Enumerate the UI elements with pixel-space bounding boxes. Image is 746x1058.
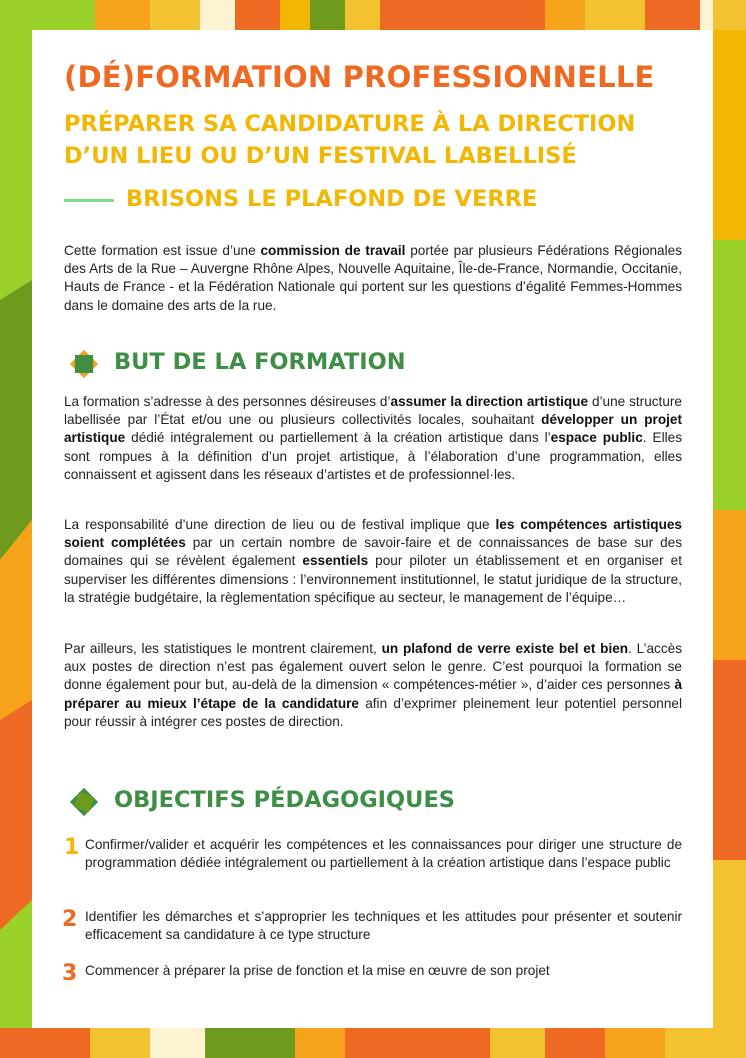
tagline-rule	[64, 199, 114, 202]
tagline: BRISONS LE PLAFOND DE VERRE	[126, 186, 538, 212]
number-1-badge	[62, 834, 82, 858]
but-paragraph-3: Par ailleurs, les statistiques le montrent clairement, un plafond de verre existe bel et bien. L’accès aux postes de direction n’est pas également ouvert selon le genre. C’est pourquoi la formation se donne également pour but, au-delà de la dimension « compétences-métier », d’aider ces personnes à préparer au mieux l’étape de la candidature afin d’exprimer pleinement leur potentiel personnel pour réussir à intégrer ces postes de direction.	[64, 641, 682, 729]
diamond-icon	[68, 786, 100, 818]
objective-text: Confirmer/valider et acquérir les compétences et les connaissances pour diriger une structure de programmation dédiée intégralement ou partiellement à la création artistique dans l’espace public	[85, 837, 682, 871]
number-2-badge	[62, 906, 82, 930]
svg-text:3: 3	[62, 961, 78, 984]
page-subtitle	[64, 108, 635, 172]
number-3-badge	[62, 960, 82, 984]
svg-text:2: 2	[62, 907, 78, 930]
intro-paragraph: Cette formation est issue d’une commission de travail portée par plusieurs Fédérations Régionales des Arts de la Rue – Auvergne Rhône Alpes, Nouvelle Aquitaine, Île-de-France, Normandie, Occitanie, Hauts de France - et la Fédération Nationale qui portent sur les questions d’égalité Femmes-Hommes dans le domaine des arts de la rue.	[64, 243, 682, 313]
page-title: (DÉ)FORMATION PROFESSIONNELLE	[64, 60, 655, 94]
objective-text: Commencer à préparer la prise de fonction et la mise en œuvre de son projet	[85, 963, 550, 978]
subtitle-line-2: D’UN LIEU OU D’UN FESTIVAL LABELLISÉ	[64, 143, 577, 169]
section-but-title: BUT DE LA FORMATION	[114, 349, 406, 375]
section-obj-title: OBJECTIFS PÉDAGOGIQUES	[114, 787, 456, 813]
but-paragraph-1: La formation s’adresse à des personnes désireuses d’assumer la direction artistique d’une structure labellisée par l’État et/ou une ou plusieurs collectivités locales, souhaitant développer un projet artistique dédié intégralement ou partiellement à la création artistique dans l’espace public. Elles sont rompues à la définition d’un projet artistique, à l’élaboration d’une programmation, elles connaissent et agissent dans les réseaux d’artistes et de professionnel·les.	[64, 394, 682, 482]
objective-text: Identifier les démarches et s’approprier les techniques et les attitudes pour présenter et soutenir efficacement sa candidature à ce type structure	[85, 909, 682, 943]
diamond-icon	[68, 348, 100, 380]
but-paragraph-2: La responsabilité d’une direction de lieu ou de festival implique que les compétences artistiques soient complétées par un certain nombre de savoir-faire et de connaissances de base sur des domaines qui se révèlent également essentiels pour piloter un établissement et en organiser et superviser les différentes dimensions : l’environnement institutionnel, le statut juridique de la structure, la stratégie budgétaire, la règlementation spécifique au secteur, le management de l’équipe…	[64, 517, 682, 605]
subtitle-line-1: PRÉPARER SA CANDIDATURE À LA DIRECTION	[64, 111, 636, 137]
svg-text:1: 1	[64, 835, 80, 858]
